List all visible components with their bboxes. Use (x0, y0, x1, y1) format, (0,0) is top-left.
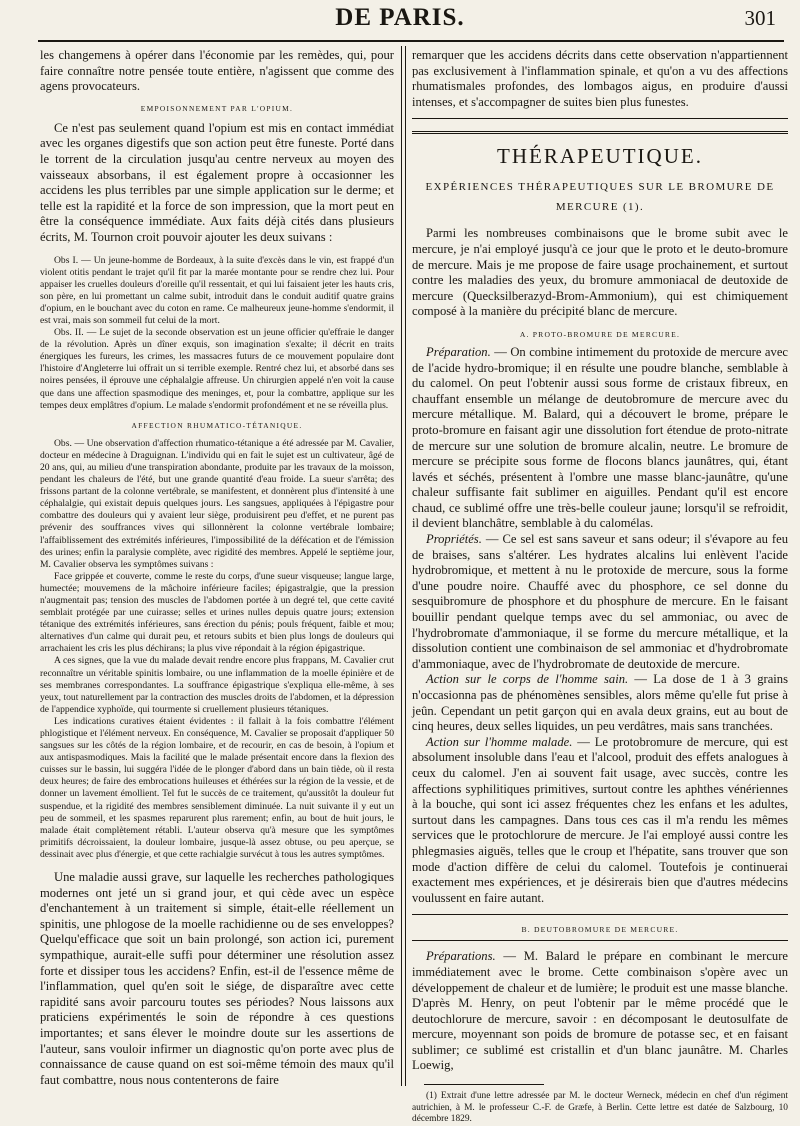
continuation-paragraph: remarquer que les accidens décrits dans cette observation n'appartiennent pas exclusivement à l'inflammation spinale, et qu'on a vu des affections rhumatismales profondes, des lombagos aigus, en produire d'aussi intenses, et s'accompagner de suites bien plus funestes. (412, 48, 788, 109)
tetanus-paragraph-2: Face grippée et couverte, comme le reste du corps, d'une sueur visqueuse; langue large, humectée; mouvemens de la mâchoire inférieure faciles; épigastralgie, que la pression n'augmentait pas; tension des muscles de l'abdomen portée à un degré tel, que cette cavité semblait protégée par une cuirasse; selles et urines nulles depuis quatre jours; extension tétanique des extrémités inférieures, sans érection du pénis; pouls fréquent, faible et mou; alternatives d'un calme qui durait peu, et retours subits et bien plus longs de douleurs qui arrachaient les cris les plus déchirans; la plus vive répondait à la région épigastrique. (40, 570, 394, 655)
opium-heading: EMPOISONNEMENT PAR L'OPIUM. (140, 103, 294, 113)
running-title: DE PARIS. (335, 4, 465, 31)
section-title: THÉRAPEUTIQUE. (497, 144, 703, 169)
action-homme-sain-label: Action sur le corps de l'homme sain. (426, 672, 629, 687)
proprietes: Propriétés. — Ce sel est sans saveur et sans odeur; il s'évapore au feu de braises, sans s'altérer. Les hydrates alcalins lui enlèvent l'acide hydrobromique, et mettent à nu le protoxide de mercure, sous la forme d'une poudre noire. Chauffé avec du phosphore, ce sel donne du sesquibromure de phosphore et du phosphure de mercure. En le faisant bouillir pendant quelque temps avec du sel ammoniac, ou avec de l'hydrobromate d'ammoniaque, il se forme du mercure métallique, et la dissolution contient une combinaison de sel ammoniac et d'hydrobromate d'ammoniaque, avec de l'hydrobromate de deutoxide de mercure. (412, 532, 788, 671)
intro-paragraph: les changemens à opérer dans l'économie par les remèdes, qui, pour faire connaître notre pensée toute entière, n'agissent que comme des agens provocateurs. (40, 48, 394, 94)
preparation-b: Préparations. — M. Balard le prépare en combinant le mercure immédiatement avec le brome. Cette combinaison s'opère avec un développement de chaleur et de lumière; le produit est une masse blanche. D'après M. Henry, on peut l'obtenir par le même procédé que le deutochlorure de mercure, savoir : en décomposant le deutosulfate de mercure, moyennant son poids de bromure de potasse sec, et en faisant sublimer; ce sublimé est cristallin et d'un blanc jaunâtre. M. Charles Loewig, (412, 949, 788, 1073)
section-rule (412, 118, 788, 119)
opium-paragraph: Ce n'est pas seulement quand l'opium est mis en contact immédiat avec les organes digestifs que son action peut être funeste. Porté dans le torrent de la circulation jusqu'au centre nerveux au moyen des vaisseaux absorbans, il est également propre à occasionner les accidens les plus terribles par une simple application sur le derme; et telle est la rapidité et la force de son impression, que la mort peut en être la conséquence immédiate. Aux faits déjà cités dans plusieurs écrits, M. Tournon croit pouvoir ajouter les deux suivans : (40, 120, 394, 244)
article-title: EXPÉRIENCES THÉRAPEUTIQUES SUR LE BROMURE DE MERCURE (1). (425, 181, 775, 214)
page-number: 301 (744, 6, 776, 30)
right-column (412, 48, 788, 1125)
preparation-a: Préparation. — On combine intimement du protoxide de mercure avec de l'acide hydro-bromique; il en résulte une poudre blanche, semblable à du calomel. On peut l'obtenir aussi sous forme de cristaux fibreux, en chauffant ensemble un mélange de deutobromure de mercure avec du mercure métallique. M. Balard, qui a découvert le brome, prépare le proto-bromure en faisant agir une dissolution fort étendue de proto-nitrate de mercure sur une solution de bromure alcalin, neutre. Le bromure de mercure se précipite sous forme de flocons blancs jaunâtres, qui, étant lavés et séchés, présentent à l'ombre une masse blanc-jaunâtre, qu'une chaleur suffisante fait sublimer en aiguilles. Pendant qu'il est encore chaud, ce sublimé offre une très-belle couleur jaune; lorsqu'il se refroidit, il devient blanchâtre, semblable à du calomélas. (412, 344, 788, 531)
page-header (0, 0, 800, 44)
preparation-a-label: Préparation. (426, 344, 491, 359)
preparation-b-label: Préparations. (426, 949, 496, 964)
action-homme-malade-label: Action sur l'homme malade. (426, 734, 573, 749)
proprietes-label: Propriétés. (426, 532, 482, 547)
article-intro: Parmi les nombreuses combinaisons que le brome subit avec le mercure, je n'ai employé jusqu'à ce jour que le proto et le deuto-bromure de mercure. Mais je me propose de faire usage prochainement, et surtout contre les maladies des yeux, du bromure ammoniacal de deutoxide de mercure (Quecksilberazyd-Brom-Ammonium), qui est chimiquement composé à la manière du précipité blanc de mercure. (412, 226, 788, 319)
observation-1: Obs I. — Un jeune-homme de Bordeaux, à la suite d'excès dans le vin, est frappé d'un violent otitis pendant le trajet qu'il fit par la marée montante pour se rendre chez lui. Pour appaiser les cruelles douleurs d'oreille qu'il ressentait, et qui lui faisaient jeter les hauts cris, son père, en lui promettant un calme subit, introduit dans le conduit auditif quatre grains d'opium, en le bouchant avec du coton en rame. Ce malheureux jeune-homme s'endormit, il est vrai, mais son sommeil fut celui de la mort. (40, 254, 394, 326)
header-rule (38, 40, 784, 42)
tetanus-paragraph-4: Les indications curatives étaient évidentes : il fallait à la fois combattre l'élément phlogistique et l'élément nerveux. En conséquence, M. Cavalier se proposait d'appliquer 50 sangsues sur les côtés de la région lombaire, et de recourir, en cas de besoin, à l'opium et aux antispasmodiques. Mais la facilité que le malade présentait encore dans la flexion des cuisses sur le bassin, lui suggéra l'idée de le plonger d'abord dans un bain tiède, où il resta deux heures; de faire des embrocations huileuses et éthérées sur la région de la vessie, et de donner un lavement émollient. Tel fut le succès de ce traitement, qu'aussitôt la douleur fut suspendue, et la rigidité des membres sensiblement diminuée. La nuit suivante il y eut un peu de sommeil, et les spasmes reparurent plus rarement; enfin, au bout de huit jours, le malade était complètement rétabli. L'auteur observa qu'à mesure que les symptômes primitifs décroissaient, la douleur lombaire, jusque-là assez obtuse, ou peu aperçue, se dessinait avec plus d'énergie, et que cette rachialgie survécut à tous les autres symptômes. (40, 715, 394, 860)
action-homme-malade: Action sur l'homme malade. — Le protobromure de mercure, qui est absolument insoluble dans l'eau et l'alcool, produit des effets analogues à ceux du calomel. J'en ai souvent fait usage, avec succès, contre les affections syphilitiques primitives, surtout contre les aphthes vénériennes à la bouche, qui sont ici assez fréquentes chez les enfans et les adultes, surtout dans les campagnes. Dans tous ces cas il m'a rendu les mêmes services que le protochlorure de mercure. Je l'ai employé aussi contre les phlegmasies aiguës, telles que le croup et l'hépatite, sans trouver que son mode d'action diffère de celui du calomel. Toutefois je continuerai exactement mes expériences, et je désirerais bien que d'autres médecins voulussent en faire autant. (412, 734, 788, 905)
footnote: (1) Extrait d'une lettre adressée par M. le docteur Werneck, médecin en chef d'un régiment autrichien, à M. le professeur C.-F. de Græfe, à Berlin. Cette lettre est datée de Salzbourg, 10 décembre 1829. (412, 1091, 788, 1125)
tetanus-paragraph-3: A ces signes, que la vue du malade devait rendre encore plus frappans, M. Cavalier crut reconnaître un véritable spinitis lombaire, ou une inflammation de la moelle épinière et de ses membranes correspondantes. La souffrance épigastrique s'expliqua elle-même, à ses yeux, tout naturellement par la contraction des muscles droits de l'abdomen, et la dépression de l'appendice xyphoïde, qui tourmente si cruellement plusieurs tétaniques. (40, 655, 394, 715)
tetanus-heading: AFFECTION RHUMATICO-TÉTANIQUE. (131, 420, 303, 430)
action-homme-sain: Action sur le corps de l'homme sain. — La dose de 1 à 3 grains n'occasionna pas de phénomènes sensibles, alors même qu'elle fut prise à jeûn. Cependant un petit garçon qui en avala deux grains, eut au bout de cinq heures, deux selles liquides, un peu verdâtres, mais sans tranchées. (412, 672, 788, 734)
subheading-deutobromure: B. DEUTOBROMURE DE MERCURE. (521, 925, 679, 935)
subsection-rule (412, 914, 788, 915)
subheading-proto-bromure: A. PROTO-BROMURE DE MERCURE. (519, 329, 681, 339)
column-divider (401, 46, 406, 1086)
observation-2: Obs. II. — Le sujet de la seconde observation est un jeune officier qu'effraie le danger de la révolution. Après un dîner exquis, son imagination s'exalte; il décrit en traits énergiques les fureurs, les crimes, les massacres futurs de ce mouvement populaire dont l'histoire d'Angleterre lui offrait un si terrible exemple. Rentré chez lui, et absorbé dans ses noires pensées, il éprouve une céphalalgie affreuse. Un chirurgien appelé n'en voit la cause que dans une affection spasmodique des meninges, et, pour la combattre, applique sur les tempes deux emplâtres d'opium. Le malade s'endormit profondément et ne se réveilla plus. (40, 327, 394, 411)
footnote-rule (424, 1084, 544, 1085)
discussion-paragraph: Une maladie aussi grave, sur laquelle les recherches pathologiques modernes ont jeté un si grand jour, et qui cède avec un espèce d'enchantement à un traitement si simple, était-elle réellement un spinitis, une phlogose de la moelle rachidienne ou de ses enveloppes? Quelqu'efficace que soit un bain prolongé, son action ici, purement sympathique, aurait-elle suffi pour déterminer une résolution assez forte et dissiper tous les accidens? Enfin, est-il de l'essence même de l'inflammation, quel qu'en soit le siége, de disparaître avec cette rapidité sans avoir parcouru toutes ses périodes? Nous laissons aux praticiens expérimentés le soin de répondre à ces questions importantes; et sans élever le moindre doute sur les assertions de l'auteur, sans vouloir infirmer un diagnostic qu'on porte avec plus de connaissance de cause quand on est soi-même témoin des maux qu'il faut combattre, nous nous contenterons de faire (40, 870, 394, 1087)
section-double-rule (412, 131, 788, 134)
left-column (40, 48, 394, 1090)
tetanus-paragraph-1: Obs. — Une observation d'affection rhumatico-tétanique a été adressée par M. Cavalier, docteur en médecine à Draguignan. L'individu qui en fait le sujet est un cultivateur, âgé de 20 ans, qui, au milieu d'une transpiration abondante, produite par les travaux de la moisson, pendant les chaleurs de l'été, but une grande quantité d'eau froide. La sueur s'arrêta; des frissons partant de la colonne vertébrale, se manifestent, et donnèrent plus d'intensité à une céphalalgie, qui existait depuis quelques jours. Les sangsues, appliquées à l'épigastre pour combattre des douleurs qui y avaient leur siège, produisirent peu d'effet, et ne purent pas prévenir des souffrances vives qui sillonnèrent la colonne vertébrale lombaire; l'affaiblissement des extrémités inférieures, l'impossibilité de la défécation et de l'émission des urines; enfin la paralysie complète, avec rigidité des membres. Appelé le septième jour, M. Cavalier observa les symptômes suivans : (40, 437, 394, 570)
